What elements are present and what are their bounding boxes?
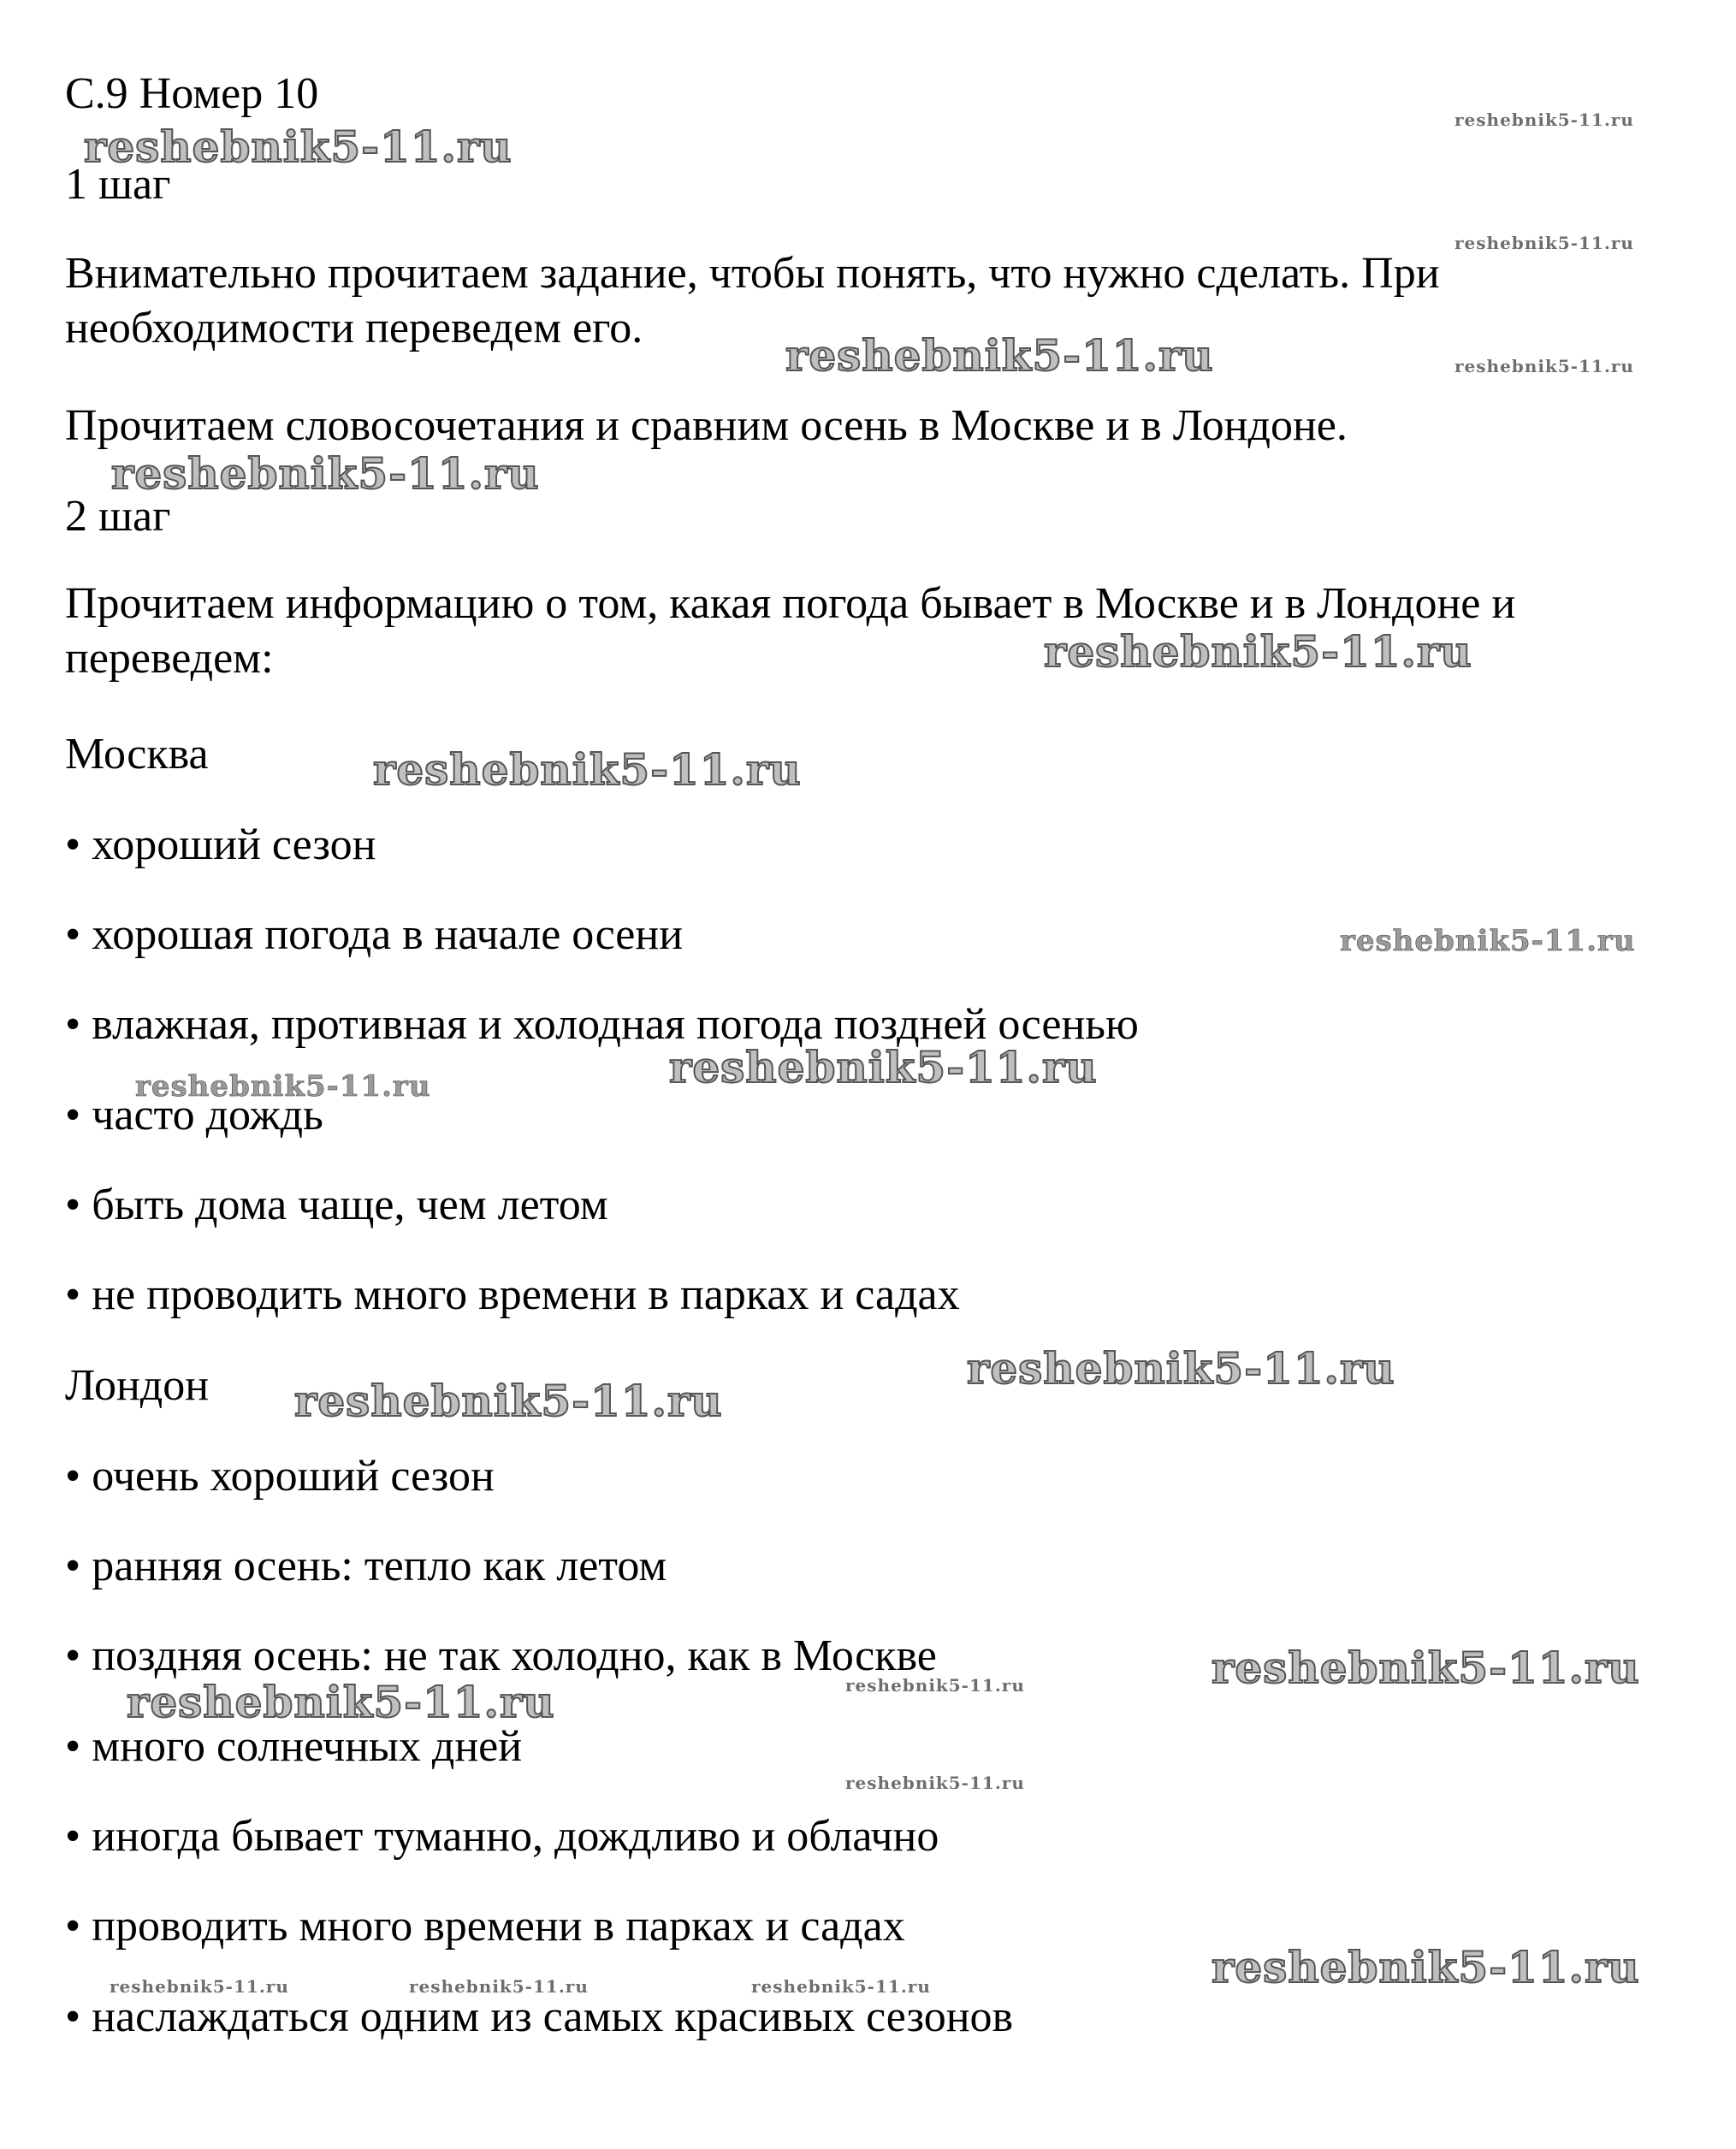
watermark: reshebnik5-11.ru	[1340, 924, 1636, 958]
watermark: reshebnik5-11.ru	[845, 1773, 1025, 1793]
watermark: reshebnik5-11.ru	[1455, 233, 1634, 253]
page-heading: С.9 Номер 10	[65, 69, 319, 118]
watermark: reshebnik5-11.ru	[1455, 356, 1634, 376]
watermark: reshebnik5-11.ru	[294, 1376, 723, 1426]
london-item: • много солнечных дней	[65, 1721, 522, 1773]
watermark: reshebnik5-11.ru	[84, 121, 513, 172]
step1-label: 1 шаг	[65, 160, 171, 209]
step1-text2: Прочитаем словосочетания и сравним осень в Москве и в Лондоне.	[65, 401, 1348, 450]
watermark: reshebnik5-11.ru	[669, 1042, 1098, 1092]
step2-text1: Прочитаем информацию о том, какая погода бывает в Москве и в Лондоне и переведем:	[65, 579, 1516, 683]
moscow-item: • хороший сезон	[65, 820, 376, 871]
london-item: • иногда бывает туманно, дождливо и облачно	[65, 1811, 939, 1862]
moscow-item: • хорошая погода в начале осени	[65, 909, 683, 961]
london-title: Лондон	[65, 1361, 210, 1410]
watermark: reshebnik5-11.ru	[1212, 1942, 1640, 1992]
watermark: reshebnik5-11.ru	[409, 1976, 589, 1997]
moscow-item: • не проводить много времени в парках и садах	[65, 1270, 960, 1321]
london-item: • ранняя осень: тепло как летом	[65, 1541, 667, 1592]
step1-text1: Внимательно прочитаем задание, чтобы понять, что нужно сделать. При необходимости переведем его.	[65, 249, 1440, 352]
moscow-title: Москва	[65, 730, 209, 778]
watermark: reshebnik5-11.ru	[1212, 1643, 1640, 1693]
watermark: reshebnik5-11.ru	[785, 330, 1214, 381]
watermark: reshebnik5-11.ru	[751, 1976, 931, 1997]
watermark: reshebnik5-11.ru	[1455, 110, 1634, 130]
step2-label: 2 шаг	[65, 492, 171, 541]
watermark: reshebnik5-11.ru	[845, 1675, 1025, 1696]
watermark: reshebnik5-11.ru	[110, 1976, 289, 1997]
watermark: reshebnik5-11.ru	[111, 448, 540, 499]
moscow-item: • часто дождь	[65, 1090, 323, 1141]
moscow-item: • быть дома чаще, чем летом	[65, 1180, 608, 1231]
watermark: reshebnik5-11.ru	[1044, 626, 1472, 677]
watermark: reshebnik5-11.ru	[135, 1069, 431, 1104]
watermark: reshebnik5-11.ru	[373, 744, 802, 795]
london-item: • поздняя осень: не так холодно, как в Москве	[65, 1631, 937, 1682]
london-item: • проводить много времени в парках и садах	[65, 1901, 905, 1952]
london-item: • очень хороший сезон	[65, 1451, 495, 1502]
moscow-item: • влажная, противная и холодная погода поздней осенью	[65, 999, 1139, 1051]
london-item: • наслаждаться одним из самых красивых сезонов	[65, 1992, 1013, 2043]
watermark: reshebnik5-11.ru	[127, 1677, 555, 1727]
watermark: reshebnik5-11.ru	[967, 1343, 1395, 1394]
